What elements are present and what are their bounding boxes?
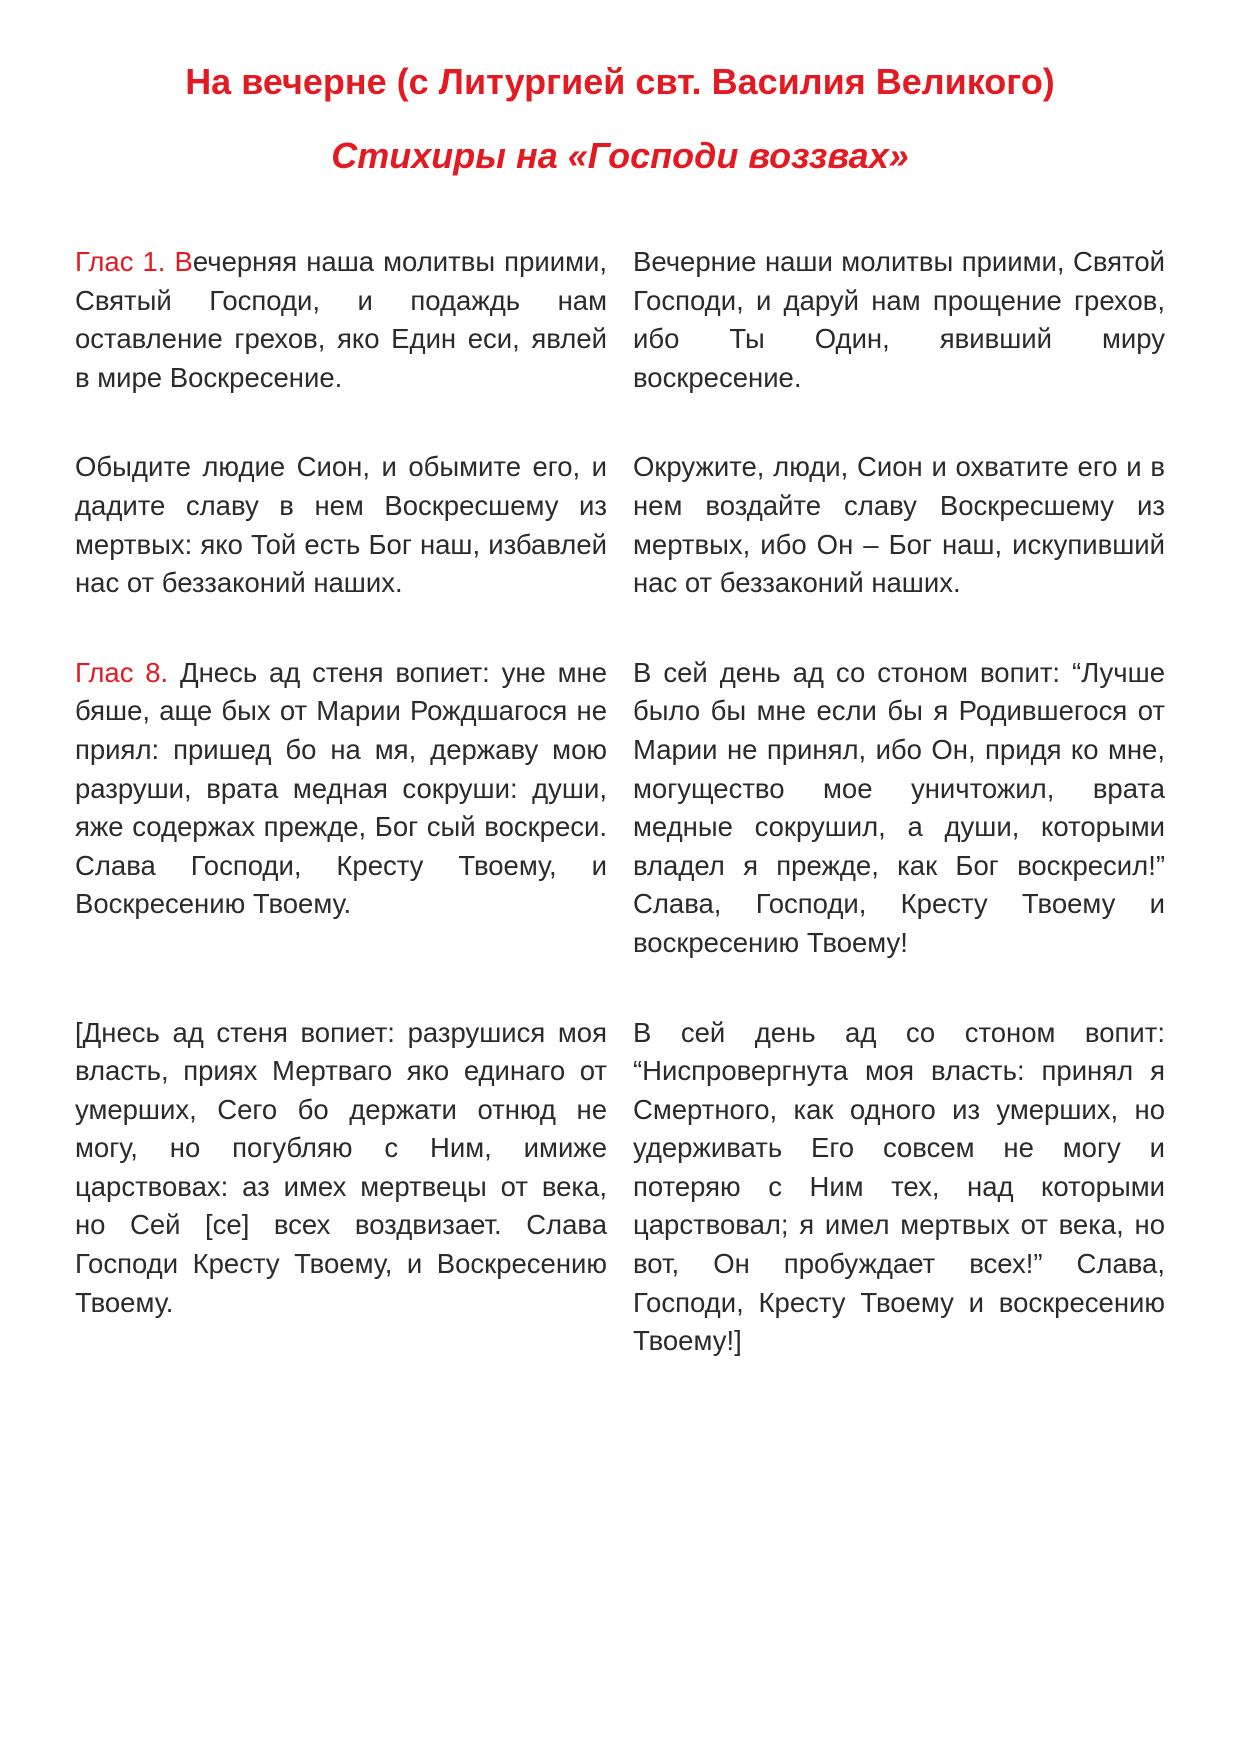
stichera-row-2 bbox=[75, 448, 1165, 602]
russian-translation: Окружите, люди, Сион и охватите его и в нем воздайте славу Воскресшему из мертвых, ибо Он – Бог наш, искупивший нас от беззаконий наших. bbox=[633, 451, 1165, 599]
stichera-text: ечерняя наша молитвы приими, Святый Господи, и подаждь нам оставление грехов, яко Един еси, явлей в мире Воскресение. bbox=[75, 246, 607, 393]
church-slavonic-text bbox=[75, 243, 607, 397]
stichera-table bbox=[75, 243, 1165, 1412]
stichera-row-3 bbox=[75, 654, 1165, 963]
stichera-row-4 bbox=[75, 1014, 1165, 1361]
page-subtitle: Стихиры на «Господи воззвах» bbox=[331, 135, 909, 176]
page-title: На вечерне (с Литургией свт. Василия Великого) bbox=[185, 61, 1055, 102]
tone-label: Глас 1. bbox=[75, 246, 166, 277]
stichera-text: Днесь ад стеня вопиет: уне мне бяше, аще бых от Марии Рождшагося не приял: пришед бо на мя, державу мою разруши, врата медная сокруши: души, яже содержах прежде, Бог сый воскреси. Слава Господи, Кресту Твоему, и Воскресению Твоему. bbox=[75, 656, 608, 920]
red-initial: В bbox=[174, 246, 193, 277]
tone-label: Глас 8. bbox=[75, 656, 169, 688]
russian-translation: В сей день ад со стоном вопит: “Ниспровергнута моя власть: принял я Смертного, как одного из умерших, но удерживать Его совсем не могу и потеряю с Ним тех, над которыми царствовал; я имел мертвых от века, но вот, Он пробуждает всех!” Слава, Господи, Кресту Твоему и воскресению Твоему!] bbox=[633, 1016, 1165, 1357]
church-slavonic-text: Обыдите людие Сион, и обымите его, и дадите славу в нем Воскресшему из мертвых: яко Той есть Бог наш, избавлей нас от беззаконий наших. bbox=[75, 451, 607, 599]
stichera-row-1 bbox=[75, 243, 1165, 397]
church-slavonic-text: [Днесь ад стеня вопиет: разрушися моя власть, приях Мертваго яко единаго от умерших, Сего бо держати отнюд не могу, но погубляю с Ним, имиже царствовах: аз имех мертвецы от века, но Сей [се] всех воздвизает. Слава Господи Кресту Твоему, и Воскресению Твоему. bbox=[75, 1016, 607, 1318]
church-slavonic-text bbox=[75, 654, 607, 963]
russian-translation: В сей день ад со стоном вопит: “Лучше было бы мне если бы я Родившегося от Марии не принял, ибо Он, придя ко мне, могущество мое уничтожил, врата медные сокрушил, а души, которыми владел я прежде, как Бог воскресил!” Слава, Господи, Кресту Твоему и воскресению Твоему! bbox=[633, 656, 1165, 958]
russian-translation: Вечерние наши молитвы приими, Святой Господи, и даруй нам прощение грехов, ибо Ты Один, явивший миру воскресение. bbox=[633, 246, 1165, 393]
